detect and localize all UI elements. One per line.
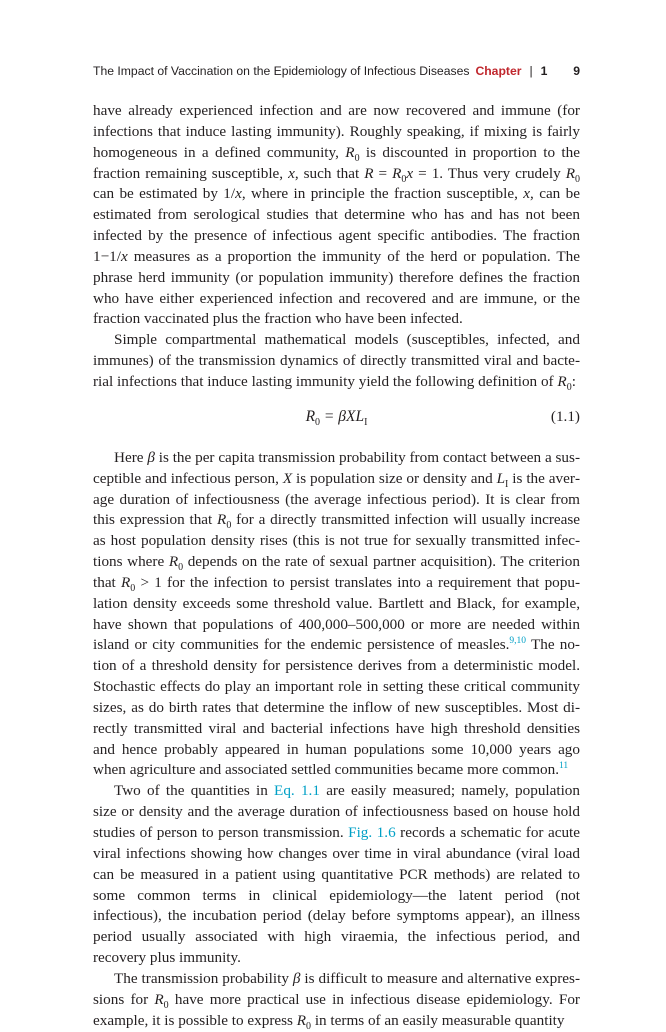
page-number: 9 bbox=[573, 64, 580, 78]
chapter-number: 1 bbox=[540, 64, 548, 78]
running-header bbox=[93, 64, 580, 78]
paragraph-1: have already experienced infection and are now recovered and immune (for infections that induce lasting immunity). Roughly speaking, if mixing is fairly homogeneous in a defined community, $R_0$ is discounted in proportion to the fraction remaining susceptible, x, such that $R = R_0x = 1$. Thus very crudely $R_0$ can be estimated by 1/x, where in principle the fraction susceptible, x, can be estimated from serological studies that determine who has and has not been infected by the presence of infectious agent specific antibodies. The fraction 1−1/x measures as a proportion the immunity of the herd or population. The phrase herd immunity (or population immunity) therefore defines the fraction who have either experienced infection and recovered and are immune, or the fraction vaccinated plus the fraction who have been infected. bbox=[93, 102, 580, 328]
header-divider: | bbox=[529, 64, 533, 78]
citation-9-10[interactable]: 9,10 bbox=[509, 636, 527, 647]
equation-1-1 bbox=[93, 403, 580, 434]
equation-formula: $R_0 = \beta XL_I$ bbox=[305, 407, 368, 428]
running-title: The Impact of Vaccination on the Epidemiology of Infectious Diseases bbox=[93, 64, 470, 78]
figure-link[interactable]: Fig. 1.6 bbox=[348, 824, 396, 841]
paragraph-4: Two of the quantities in Eq. 1.1 are easily measured; namely, population size or density and the average duration of infectiousness based on house hold studies of person to person transmission. Fig. 1.6 records a schematic for acute viral infections showing how changes over time in viral abundance (viral load can be measured in a patient using quantitative PCR methods) are related to some common terms in clinical epidemiology—the latent period (not infectious), the incubation period (delay before symptoms appear), an illness period usually associated with high viraemia, the infectious period, and recovery plus immunity. bbox=[93, 782, 581, 967]
citation-11[interactable]: 11 bbox=[559, 761, 569, 772]
equation-number: (1.1) bbox=[550, 407, 580, 425]
paragraph-5: The transmission probability β is difficult to measure and alternative expressions for $R_0$ have more practical use in infectious disease epidemiology. For example, it is possible to express $R_0$ in terms of an easily measurable quantity bbox=[93, 969, 581, 1032]
paragraph-2: Simple compartmental mathematical models (susceptibles, infected, and immunes) of the transmission dynamics of directly transmitted viral and bacterial infections that induce lasting immunity yield the following definition of $R_0$: bbox=[93, 331, 580, 393]
body-text bbox=[93, 101, 580, 1031]
chapter-label: Chapter bbox=[475, 64, 522, 78]
equation-link[interactable]: Eq. 1.1 bbox=[274, 782, 320, 800]
paragraph-3: Here β is the per capita transmission probability from contact between a susceptible and infectious person, X is population size or density and $L_I$ is the average duration of infectiousness (the average infectious period). It is clear from this expression that $R_0$ for a directly transmitted infection will usually increase as host population density rises (this is not true for sexually transmitted infections where $R_0$ depends on the rate of sexual partner acquisition). The criterion that $R_0 > 1$ for the infection to persist translates into a requirement that population density exceeds some threshold value. Bartlett and Black, for example, have shown that populations of 400,000–500,000 or more are needed within island or city communities for the endemic persistence of measles.$^{9,10}$ The notion of a threshold density for persistence derives from a deterministic model. Stochastic effects do play an important role in setting these critical community sizes, as do birth rates that determine the inflow of new susceptibles. Most directly transmitted viral and bacterial infections have high threshold densities and hence probably appeared in human populations some 10,000 years ago when agriculture and associated settled communities became more common.$^{11}$ bbox=[93, 448, 581, 779]
